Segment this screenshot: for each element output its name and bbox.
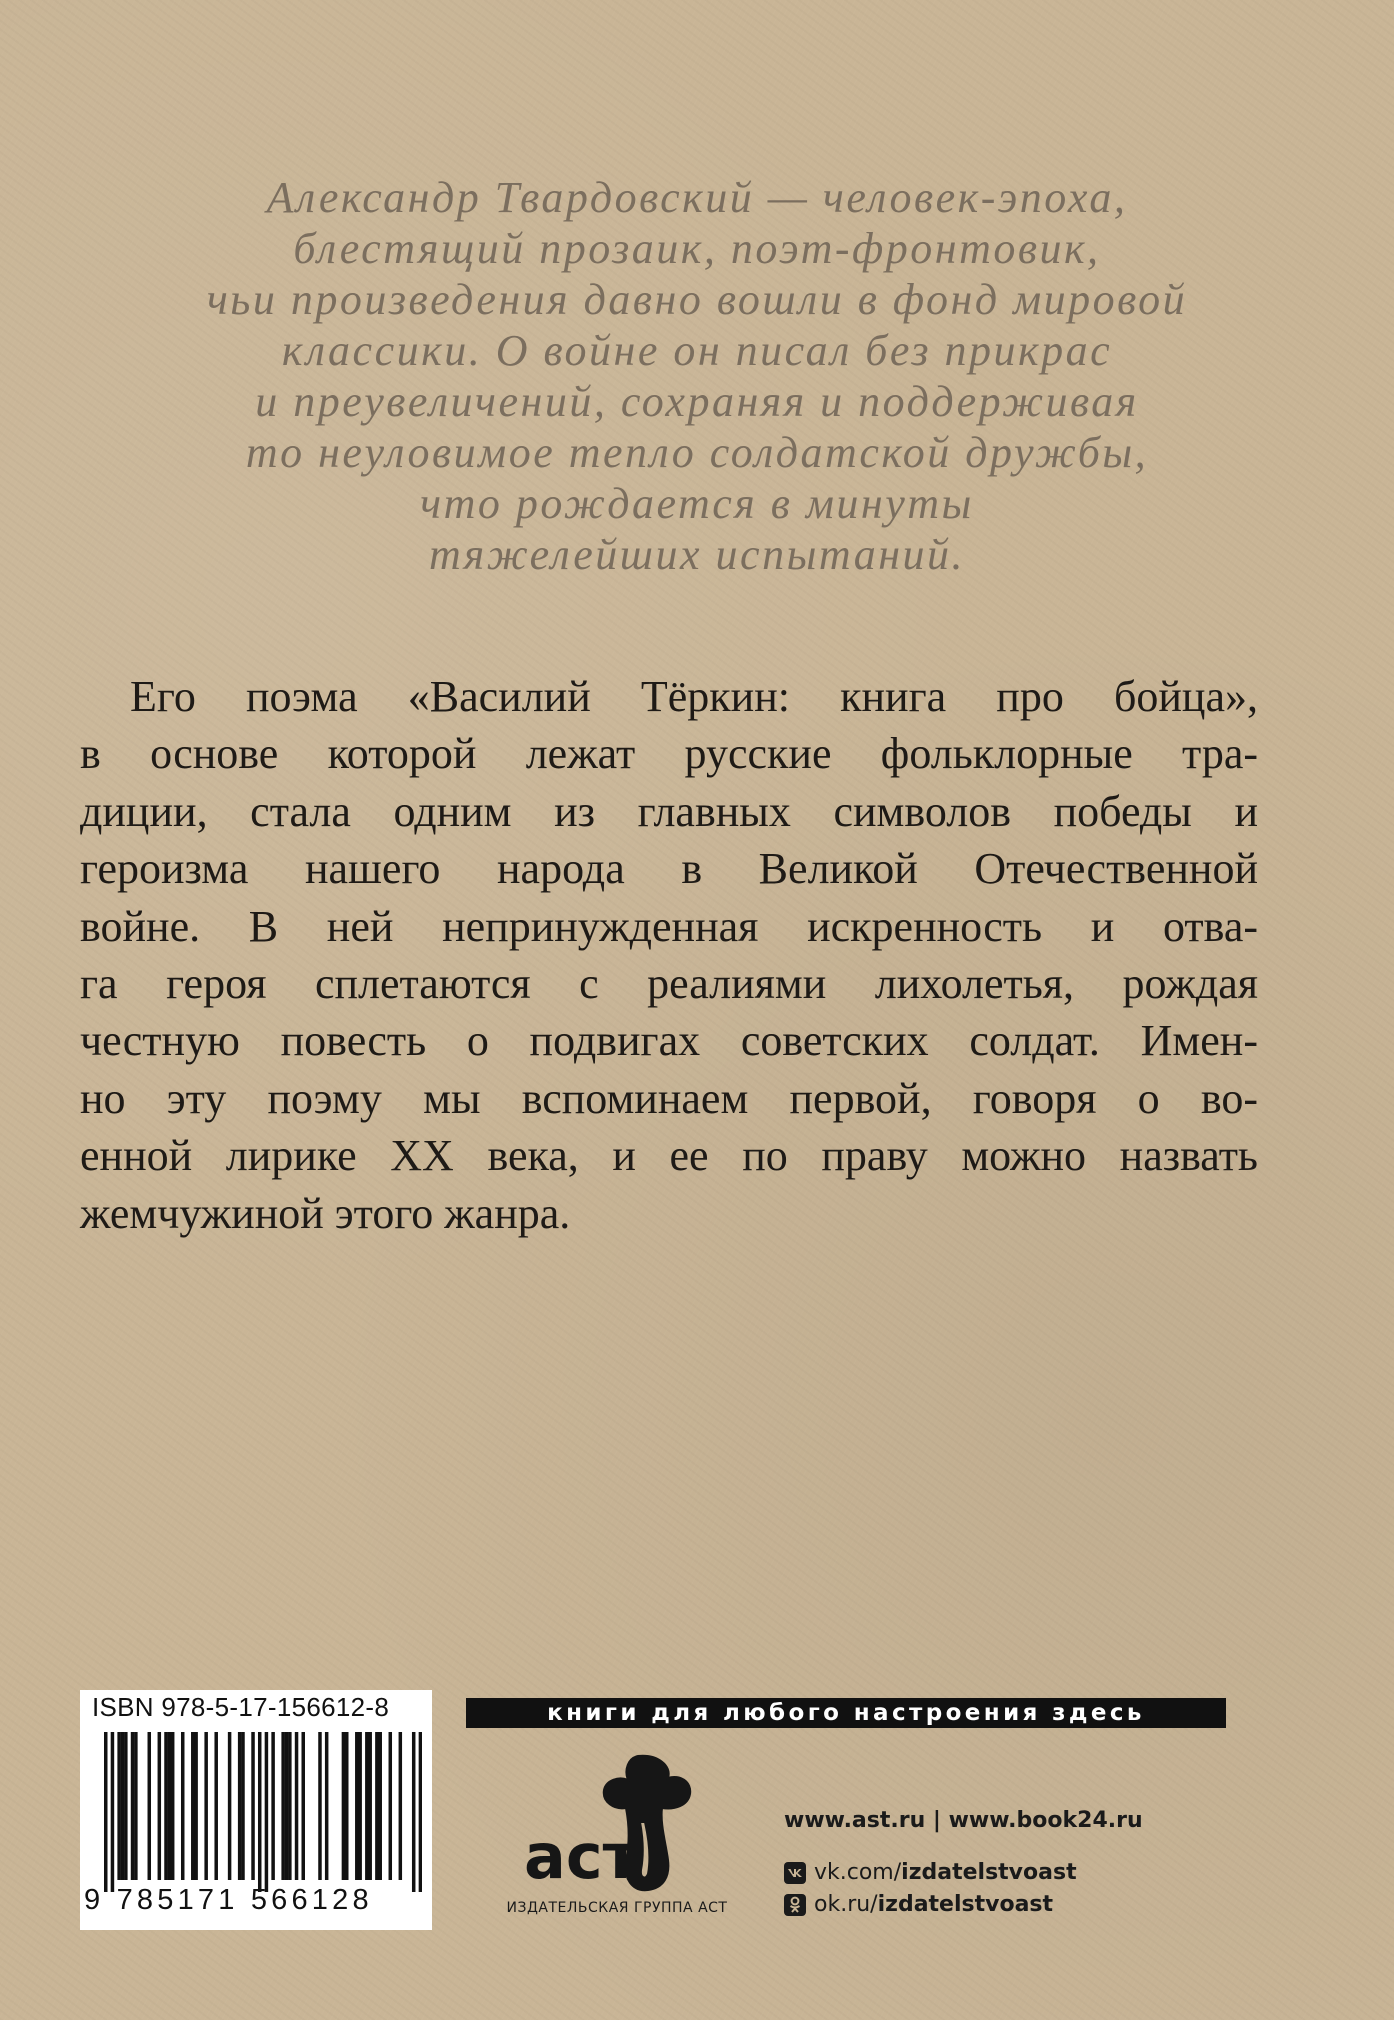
barcode-digits: 9 785171 566128 (84, 1884, 373, 1916)
barcode-bar (419, 1732, 422, 1892)
vk-handle: izdatelstvoast (901, 1860, 1077, 1885)
publisher-websites[interactable]: www.ast.ru | www.book24.ru (784, 1808, 1143, 1833)
barcode-bar (214, 1732, 217, 1880)
barcode-bar (342, 1732, 345, 1880)
annotation-line: блестящий прозаик, поэт-фронтовик, (293, 224, 1101, 273)
vk-icon (784, 1862, 806, 1884)
isbn-label: ISBN 978-5-17-156612-8 (92, 1692, 390, 1722)
barcode-bar (288, 1732, 291, 1880)
annotation-quote (140, 172, 1254, 580)
annotation-line: чьи произведения давно вошли в фонд мировой (206, 275, 1188, 324)
barcode-bar (191, 1732, 194, 1880)
description-line: войне. В ней непринужденная искренность и отва- (80, 901, 1258, 951)
barcode-bar (375, 1732, 378, 1880)
vk-prefix: vk.com/ (814, 1860, 902, 1885)
barcode-bar (124, 1732, 127, 1880)
ok-prefix: ok.ru/ (814, 1892, 878, 1917)
barcode-bar (355, 1732, 358, 1880)
barcode-bar (271, 1732, 274, 1880)
annotation-line: классики. О войне он писал без прикрас (281, 326, 1113, 375)
barcode-bar (399, 1732, 402, 1880)
barcode-bar (285, 1732, 288, 1880)
barcode-bar (368, 1732, 371, 1880)
publisher-tagline: книги для любого настроения здесь (466, 1698, 1226, 1728)
logo-text: аст (524, 1820, 639, 1893)
barcode-bar (358, 1732, 361, 1880)
barcode-bar (158, 1732, 161, 1880)
description-line: жемчужиной этого жанра. (80, 1188, 571, 1238)
annotation-line: то неуловимое тепло солдатской дружбы, (245, 428, 1149, 477)
barcode-bar (265, 1732, 268, 1892)
annotation-line: что рождается в минуты (420, 479, 974, 528)
description-line: честную повесть о подвигах советских солдат. Имен- (80, 1016, 1258, 1066)
barcode-box (80, 1690, 432, 1930)
barcode-bar (378, 1732, 381, 1880)
ok-icon (784, 1894, 806, 1916)
barcode-bar (171, 1732, 174, 1880)
barcode-bar (228, 1732, 231, 1880)
barcode-bar (134, 1732, 137, 1880)
barcode-bar (131, 1732, 134, 1880)
barcode-bar (281, 1732, 284, 1880)
barcode-bar (241, 1732, 244, 1880)
barcode (104, 1732, 422, 1892)
barcode-bar (164, 1732, 167, 1880)
book-description (80, 668, 1258, 1242)
vk-link[interactable] (784, 1860, 1077, 1885)
description-line: Его поэма «Василий Тёркин: книга про бойца», (130, 672, 1258, 721)
barcode-bar (345, 1732, 348, 1880)
publisher-name: ИЗДАТЕЛЬСКАЯ ГРУППА АСТ (506, 1900, 728, 1916)
annotation-line: и преувеличений, сохраняя и поддерживая (255, 377, 1139, 426)
description-line: героизма нашего народа в Великой Отечественной (80, 844, 1258, 894)
annotation-line: тяжелейших испытаний. (428, 530, 966, 579)
barcode-bar (389, 1732, 392, 1880)
barcode-bar (181, 1732, 184, 1880)
ok-handle: izdatelstvoast (877, 1892, 1054, 1917)
barcode-bar (111, 1732, 114, 1892)
description-line: в основе которой лежат русские фольклорные тра- (80, 729, 1258, 779)
ok-link[interactable] (784, 1892, 1053, 1917)
barcode-bar (117, 1732, 120, 1880)
barcode-bar (365, 1732, 368, 1880)
barcode-bar (412, 1732, 415, 1892)
barcode-bar (121, 1732, 124, 1880)
barcode-bar (295, 1732, 298, 1880)
description-line: га героя сплетаются с реалиями лихолетья, рождая (80, 959, 1258, 1009)
barcode-bar (104, 1732, 107, 1892)
barcode-bar (168, 1732, 171, 1880)
ast-logo-icon (520, 1750, 710, 1900)
barcode-bar (238, 1732, 241, 1880)
barcode-bar (251, 1732, 254, 1880)
barcode-bar (325, 1732, 328, 1880)
barcode-bar (318, 1732, 321, 1880)
barcode-bar (258, 1732, 261, 1892)
barcode-bar (301, 1732, 304, 1880)
annotation-line: Александр Твардовский — человек-эпоха, (266, 173, 1128, 222)
barcode-bar (194, 1732, 197, 1880)
description-line: енной лирике XX века, и ее по праву можно назвать (80, 1131, 1258, 1181)
description-line: диции, стала одним из главных символов победы и (80, 786, 1258, 836)
barcode-bar (148, 1732, 151, 1880)
description-line: но эту поэму мы вспоминаем первой, говоря о во- (80, 1073, 1258, 1123)
barcode-bar (204, 1732, 207, 1880)
